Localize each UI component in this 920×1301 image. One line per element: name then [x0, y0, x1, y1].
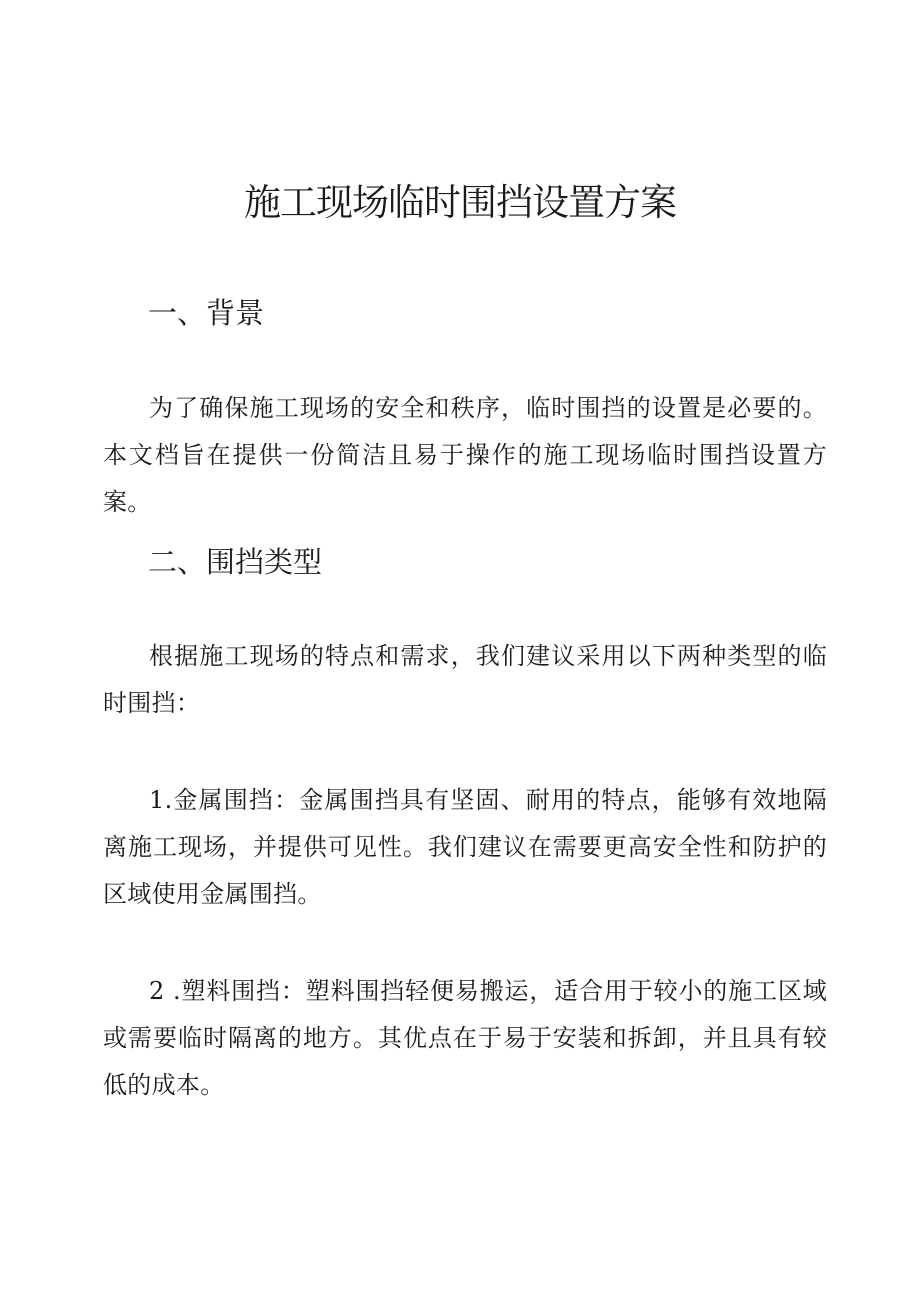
background-paragraph: 为了确保施工现场的安全和秩序，临时围挡的设置是必要的。本文档旨在提供一份简洁且易于操作的施工现场临时围挡设置方案。 [103, 394, 827, 516]
section-heading-background: 一、背景 [148, 296, 265, 330]
barrier-types-intro-paragraph: 根据施工现场的特点和需求，我们建议采用以下两种类型的临时围挡： [103, 642, 827, 717]
section-heading-barrier-types: 二、围挡类型 [148, 545, 323, 579]
metal-barrier-paragraph: 1.金属围挡：金属围挡具有坚固、耐用的特点，能够有效地隔离施工现场，并提供可见性。我们建议在需要更高安全性和防护的区域使用金属围挡。 [103, 786, 827, 908]
plastic-barrier-paragraph: 2 .塑料围挡：塑料围挡轻便易搬运，适合用于较小的施工区域或需要临时隔离的地方。其优点在于易于安装和拆卸，并且具有较低的成本。 [103, 977, 827, 1099]
document-title: 施工现场临时围挡设置方案 [244, 181, 676, 224]
